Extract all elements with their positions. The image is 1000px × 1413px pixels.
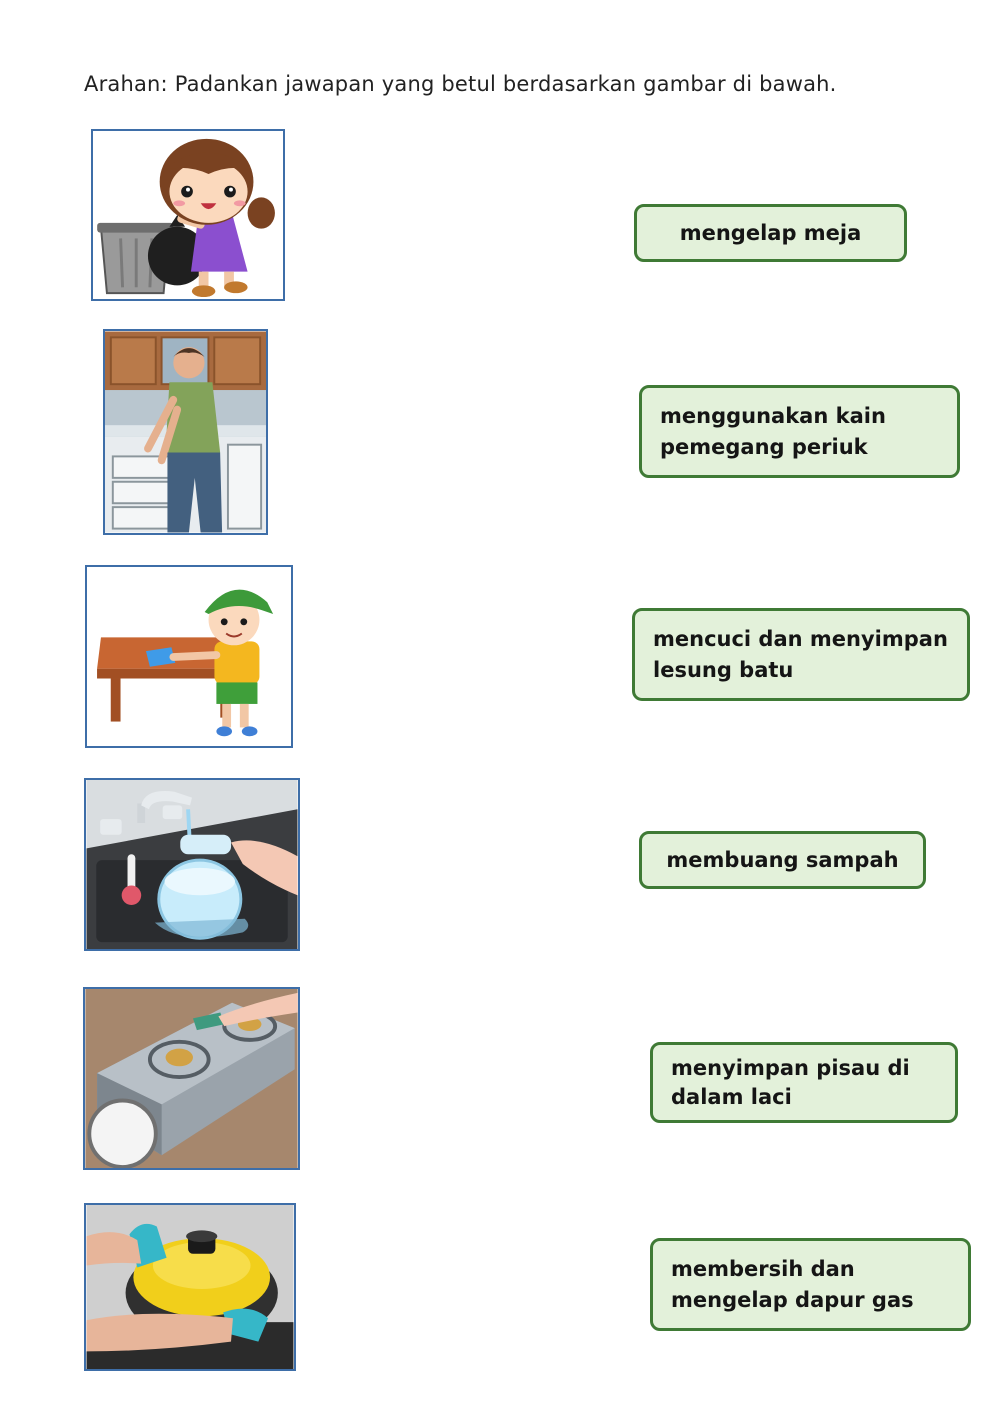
picture-5 <box>83 987 300 1170</box>
pot-holder-icon <box>86 1205 294 1369</box>
picture-4 <box>84 778 300 951</box>
boy-wiping-table-icon <box>87 567 291 746</box>
answer-card-2[interactable] <box>639 385 960 478</box>
picture-1 <box>91 129 285 301</box>
answer-card-3-line-2: lesung batu <box>653 657 794 682</box>
answer-card-2-line-1: menggunakan kain <box>660 403 886 428</box>
answer-card-4-line-1: membuang sampah <box>666 847 899 872</box>
answer-card-5-line-2: dalam laci <box>671 1084 792 1109</box>
answer-card-4[interactable] <box>639 831 926 889</box>
answer-card-3[interactable] <box>632 608 970 701</box>
answer-card-2-line-2: pemegang periuk <box>660 434 868 459</box>
answer-card-6-line-1: membersih dan <box>671 1256 855 1281</box>
picture-6 <box>84 1203 296 1371</box>
answer-card-1[interactable] <box>634 204 907 262</box>
cleaning-gas-stove-icon <box>85 989 298 1168</box>
girl-throwing-trash-icon <box>93 131 283 299</box>
instruction-text: Arahan: Padankan jawapan yang betul berdasarkan gambar di bawah. <box>84 72 837 96</box>
answer-card-1-line-1: mengelap meja <box>679 220 862 245</box>
man-opening-drawer-icon <box>105 331 266 533</box>
answer-card-5-line-1: menyimpan pisau di <box>671 1055 910 1080</box>
answer-card-6[interactable] <box>650 1238 971 1331</box>
answer-card-3-line-1: mencuci dan menyimpan <box>653 626 948 651</box>
answer-card-6-line-2: mengelap dapur gas <box>671 1287 914 1312</box>
picture-2 <box>103 329 268 535</box>
picture-3 <box>85 565 293 748</box>
washing-mortar-icon <box>86 780 298 949</box>
answer-card-5[interactable] <box>650 1042 958 1123</box>
